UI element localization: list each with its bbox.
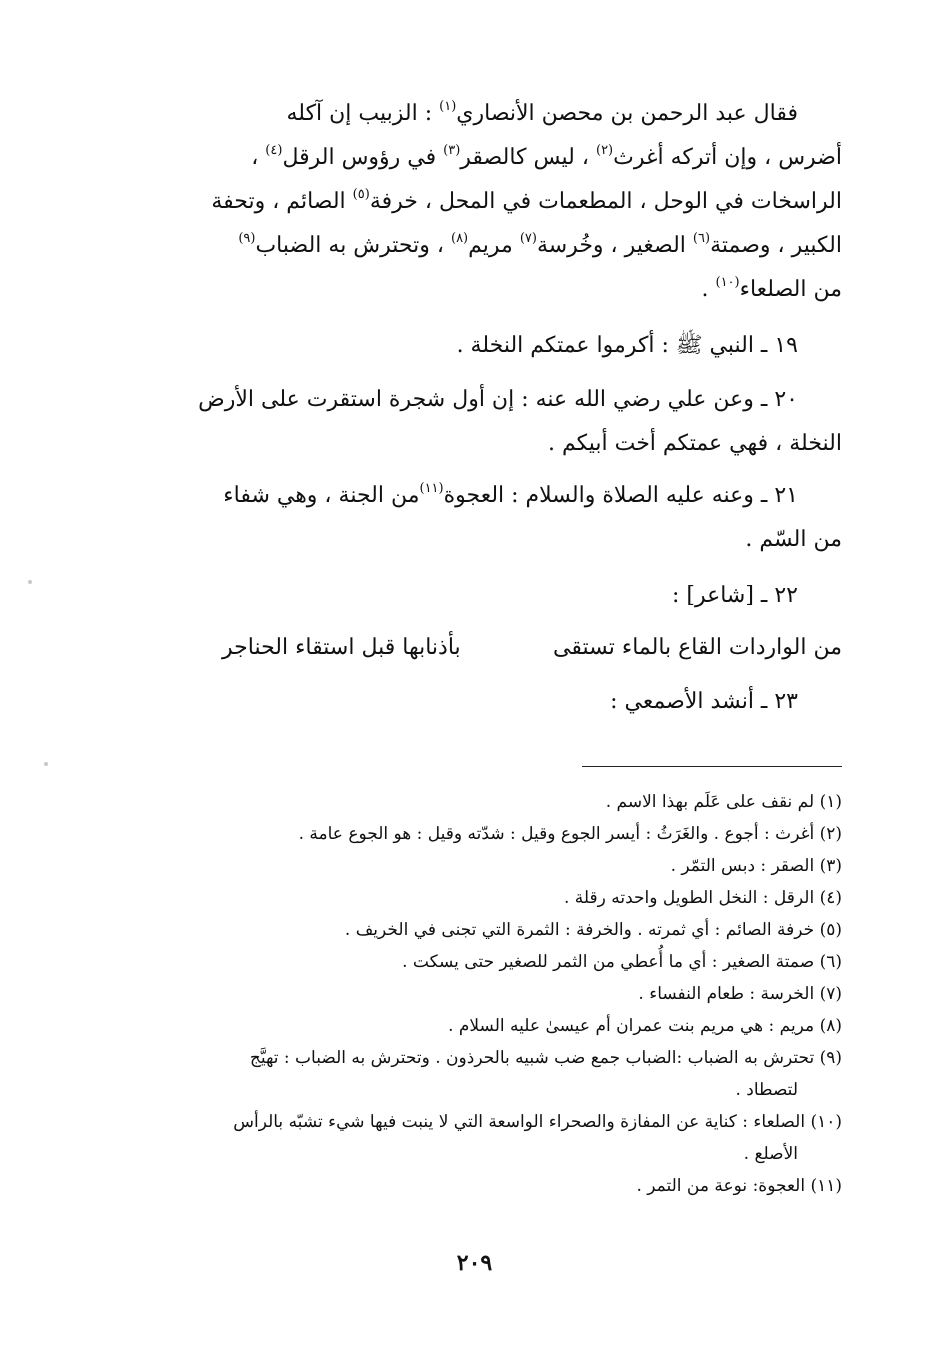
paragraph-21 <box>142 474 842 562</box>
text-line: الكبير ، وصمتة$^{(٦)}$ الصغير ، وخُرسة$^{(٧)}$ مريم$^{(٨)}$ ، وتحترش به الضباب$^{(٩)}$ <box>238 231 842 258</box>
footnote-marker: (٤) <box>265 143 283 158</box>
footnote-marker: (٢) <box>595 143 614 158</box>
paragraph-continuation <box>142 92 842 312</box>
scan-dot <box>44 762 48 766</box>
text-line: الراسخات في الوحل ، المطعمات في المحل ، خرفة$^{(٥)}$ الصائم ، وتحفة <box>211 187 842 214</box>
footnote-11: (١١) العجوة: نوعة من التمر . <box>636 1176 842 1196</box>
footnote-6: (٦) صمتة الصغير : أي ما أُعطي من الثمر للصغير حتى يسكت . <box>402 952 842 972</box>
footnote-9-continuation: لتصطاد . <box>735 1080 798 1100</box>
text-line: النخلة ، فهي عمتكم أخت أبيكم . <box>547 431 842 456</box>
footnote-separator <box>582 766 842 767</box>
footnotes <box>127 786 842 1202</box>
footnote-marker: (١١) <box>419 481 444 496</box>
text-line: من السّم . <box>745 527 842 552</box>
footnote-5: (٥) خرفة الصائم : أي ثمرته . والخرفة : الثمرة التي تجنى في الخريف . <box>344 920 842 940</box>
paragraph-19: ١٩ ـ النبي ﷺ : أكرموا عمتكم النخلة . <box>456 333 798 358</box>
footnote-2: (٢) أغرث : أجوع . والغَرَثُ : أيسر الجوع وقيل : شدّته وقيل : هو الجوع عامة . <box>298 824 842 844</box>
verse-second-hemistich: بأذنابها قبل استقاء الحناجر <box>222 635 461 660</box>
footnote-marker: (٦) <box>692 231 711 246</box>
footnote-marker: (٧) <box>519 231 537 246</box>
footnote-marker: (٩) <box>238 231 256 246</box>
paragraph-20 <box>142 378 842 466</box>
text-line: ٢٠ ـ وعن علي رضي الله عنه : إن أول شجرة استقرت على الأرض <box>198 387 798 412</box>
paragraph-23: ٢٣ ـ أنشد الأصمعي : <box>610 689 798 714</box>
scan-dot <box>28 580 32 584</box>
footnote-8: (٨) مريم : هي مريم بنت عمران أم عيسىٰ عليه السلام . <box>448 1016 842 1036</box>
paragraph-22: ٢٢ ـ [شاعر] : <box>671 583 798 608</box>
verse-first-hemistich: من الواردات القاع بالماء تستقى <box>553 635 842 660</box>
footnote-marker: (١٠) <box>715 275 740 290</box>
footnote-1: (١) لم نقف على عَلَم بهذا الاسم . <box>605 792 842 812</box>
text-line: أضرس ، وإن أتركه أغرث$^{(٢)}$ ، ليس كالصقر$^{(٣)}$ في رؤوس الرقل$^{(٤)}$ ، <box>251 143 842 170</box>
footnote-10: (١٠) الصلعاء : كناية عن المفازة والصحراء الواسعة التي لا ينبت فيها شيء تشبّه بالرأس <box>233 1112 842 1132</box>
footnote-3: (٣) الصقر : دبس التمّر . <box>670 856 842 876</box>
footnote-10-continuation: الأصلع . <box>743 1144 798 1164</box>
text-line: فقال عبد الرحمن بن محصن الأنصاري$^{(١)}$ : الزبيب إن آكله <box>286 99 798 126</box>
footnote-marker: (١) <box>439 99 457 114</box>
text-line: ٢١ ـ وعنه عليه الصلاة والسلام : العجوة$^{(١١)}$من الجنة ، وهي شفاء <box>223 481 798 508</box>
page-number: ٢٠٩ <box>456 1250 493 1276</box>
poem-verse <box>222 626 842 670</box>
footnote-4: (٤) الرقل : النخل الطويل واحدته رقلة . <box>563 888 842 908</box>
text-line: من الصلعاء$^{(١٠)}$ . <box>701 275 842 302</box>
footnote-marker: (٥) <box>352 187 370 202</box>
footnote-marker: (٣) <box>443 143 461 158</box>
footnote-7: (٧) الخرسة : طعام النفساء . <box>638 984 842 1004</box>
footnote-marker: (٨) <box>450 231 469 246</box>
footnote-9: (٩) تحترش به الضباب :الضباب جمع ضب شبيه بالحرذون . وتحترش به الضباب : تهيَّج <box>249 1048 842 1068</box>
